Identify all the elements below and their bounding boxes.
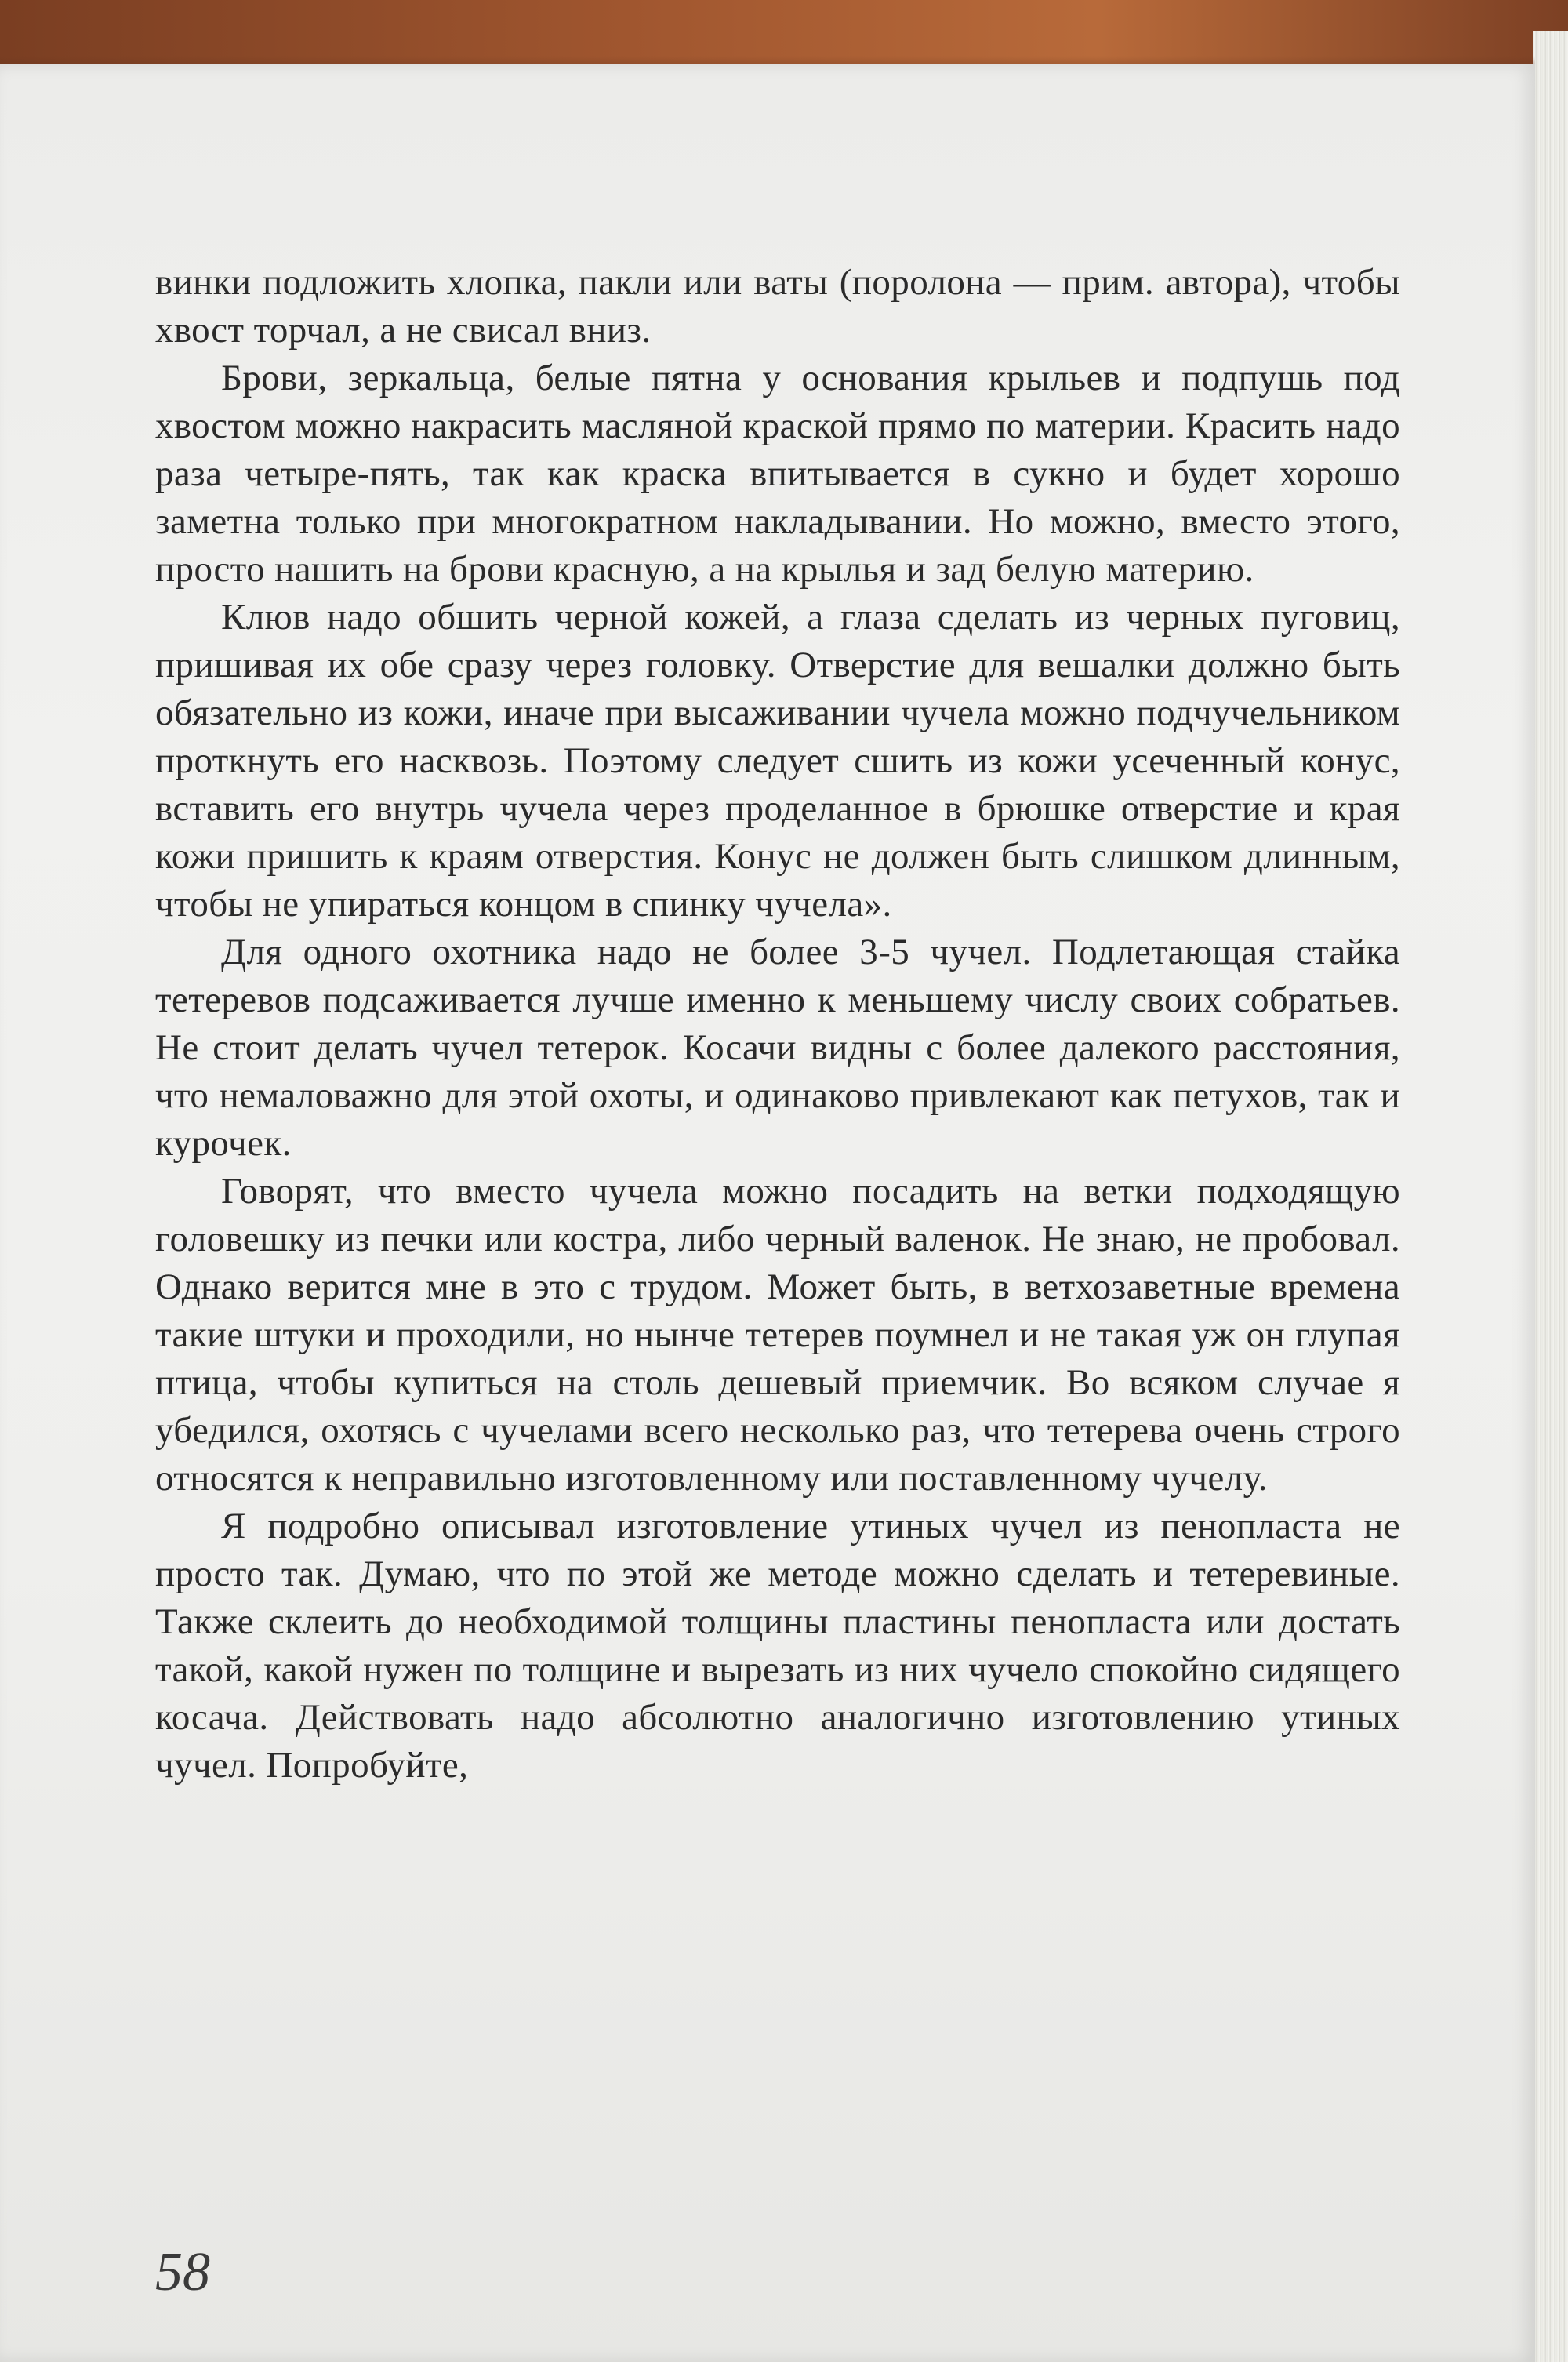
page-edges [1533,31,1568,2362]
paragraph-6: Я подробно описывал изготовление утиных чучел из пенопласта не просто так. Думаю, что по этой же методе можно сделать и тетеревиные. Также склеить до необходимой толщины пластины пенопласта или достать такой, какой нужен по толщине и вырезать из них чучело спокойно сидящего косача. Действовать надо абсолютно аналогично изготовлению утиных чучел. Попробуйте, [155,1506,1400,1786]
paragraph-4: Для одного охотника надо не более 3-5 чучел. Подлетающая стайка тетеревов подсаживается лучше именно к меньшему числу своих собратьев. Не стоит делать чучел тетерок. Косачи видны с более далекого расстояния, что немаловажно для этой охоты, и одинаково привлекают как петухов, так и курочек. [155,932,1400,1164]
page-number: 58 [155,2242,210,2302]
paragraph-1: винки подложить хлопка, пакли или ваты (поролона — прим. автора), чтобы хвост торчал, а не свисал вниз. [155,262,1400,351]
paragraph-5: Говорят, что вместо чучела можно посадить на ветки подходящую головешку из печки или костра, либо черный валенок. Не знаю, не пробовал. Однако верится мне в это с трудом. Может быть, в ветхозаветные времена такие штуки и проходили, но нынче тетерев поумнел и не такая уж он глупая птица, чтобы купиться на столь дешевый приемчик. Во всяком случае я убедился, охотясь с чучелами всего несколько раз, что тетерева очень строго относятся к неправильно изготовленному или поставленному чучелу. [155,1171,1400,1499]
paragraph-3: Клюв надо обшить черной кожей, а глаза сделать из черных пуговиц, пришивая их обе сразу через головку. Отверстие для вешалки должно быть обязательно из кожи, иначе при высаживании чучела можно подчучельником проткнуть его насквозь. Поэтому следует сшить из кожи усеченный конус, вставить его внутрь чучела через проделанное в брюшке отверстие и края кожи пришить к краям отверстия. Конус не должен быть слишком длинным, чтобы не упираться концом в спинку чучела». [155,597,1400,925]
paragraph-2: Брови, зеркальца, белые пятна у основания крыльев и подпушь под хвостом можно накрасить масляной краской прямо по материи. Красить надо раза четыре-пять, так как краска впитывается в сукно и будет хорошо заметна только при многократном накладывании. Но можно, вместо этого, просто нашить на брови красную, а на крылья и зад белую материю. [155,358,1400,590]
page-text [155,259,1400,1790]
